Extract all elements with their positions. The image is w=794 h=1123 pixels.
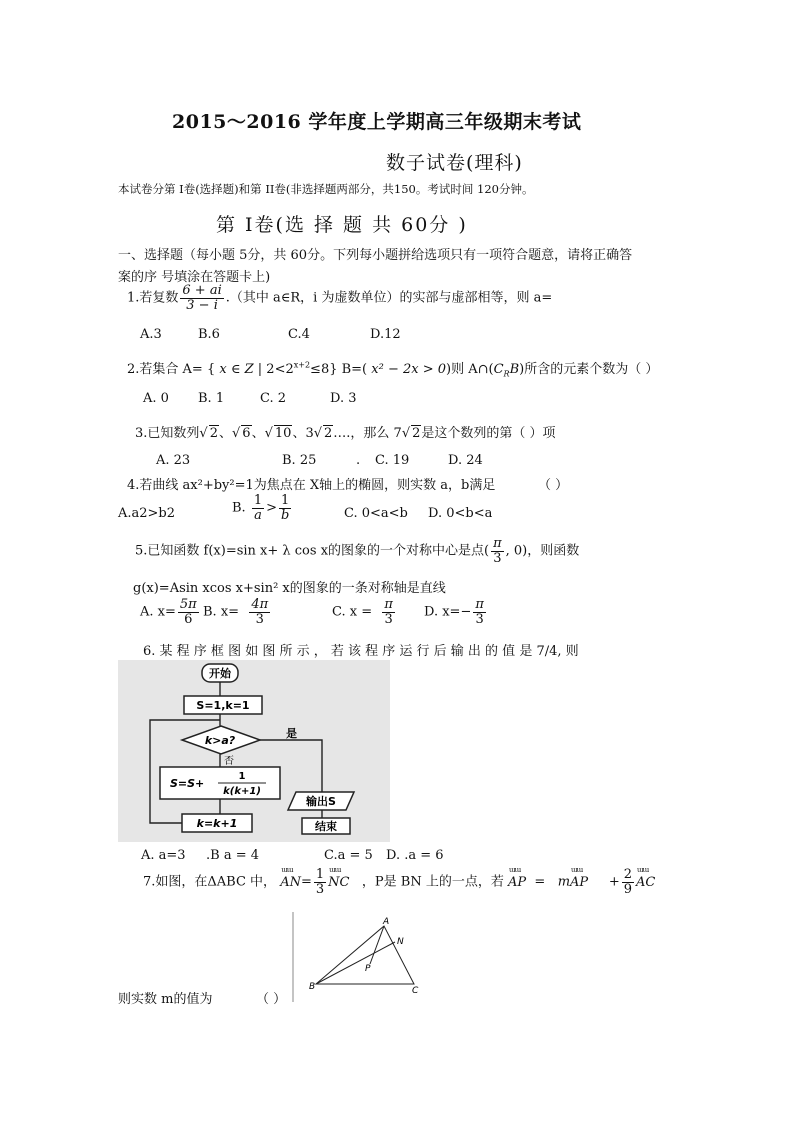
q2-part-h: B [509,362,520,377]
q7-vector-ap-2: ɯɯ AP [570,875,588,890]
q5-line1-pre: 5.已知函数 f(x)=sin x+ λ cos x的图象的一个对称中心是点( [135,543,490,559]
q3-option-a: A. 23 [156,453,191,468]
flow-update-label: S=S+ [170,777,205,790]
q1-option-d: D.12 [370,327,401,342]
q4-paren: （ ） [538,478,569,493]
flow-output-label: 输出S [306,795,336,808]
q7-vector-ap: ɯɯ AP [508,875,526,890]
q7-frac2-num: 2 [623,867,633,882]
section-heading: 第 I卷(选 择 题 共 60分 ) [216,214,468,236]
q2-part-d: ≤8} B=( [310,362,368,377]
flow-start-label: 开始 [209,667,231,680]
q1-fraction [180,284,223,312]
q6-option-a: A. a=3 [141,848,186,863]
q2-part-g: C [493,362,504,377]
q7-vector-ac: ɯɯ AC [636,875,655,890]
q3-option-c: C. 19 [375,453,410,468]
q1-pre: 1.若复数 [127,290,179,306]
q5-d-den: 3 [475,611,484,627]
q5-point-frac [491,537,504,565]
q5-point-den: 3 [493,550,502,566]
q7-frac-num: 1 [315,867,325,882]
flow-update-num: 1 [238,771,246,782]
question-1 [127,284,552,312]
q1-post: .（其中 a∈R，i 为虚数单位）的实部与虚部相等，则 a= [225,290,553,306]
point-c-label: C [412,986,419,996]
q7-triangle-figure [292,912,438,1002]
q5-option-b [203,598,272,626]
q2-part-b: x ∈ Z [219,362,254,377]
flow-end-label: 结束 [315,820,337,833]
question-7 [143,868,655,896]
q5-a-frac [178,598,199,626]
q1-frac-den: 3 − i [186,297,218,313]
q7-paren: （ ） [256,992,287,1007]
q5-d-label: D. x=− [424,604,472,620]
q4-b-d2: b [281,507,290,523]
q4-option-c: C. 0<a<b [344,506,408,521]
flow-no-label: 否 [224,756,234,767]
q5-b-den: 3 [255,611,264,627]
q2-part-f: )则 A∩( [446,362,494,377]
q3-sep-3: 、3 [292,426,314,441]
q3-sqrt-3: 10 [274,426,292,441]
q2-option-c: C. 2 [260,391,287,406]
q4-b-frac-2 [279,494,291,522]
instructions-line-2: 案的序 号填涂在答题卡上) [118,270,271,285]
point-a-label: A [383,917,390,927]
q5-b-label: B. x= [203,604,240,620]
q7-pre: 7.如图，在ΔABC 中， [143,874,277,890]
q5-d-frac [473,598,486,626]
q3-sep-1: 、 [218,426,232,441]
q5-a-num: 5π [179,597,197,612]
q7-frac-den: 3 [315,881,325,897]
q3-sqrt-4: 2 [324,426,333,441]
q5-d-num: π [475,597,484,612]
q7-vector-nc: ɯɯ NC [328,875,349,890]
q4-option-d: D. 0<b<a [428,506,493,521]
question-3: 3.已知数列√ 2、√ 6、√ 10、3√ 2….，那么 7√ 2是这个数列的第（ ）项 [135,426,556,441]
point-n-label: N [397,937,404,947]
q3-sqrt-5: 2 [412,426,421,441]
q2-part-a: 2.若集合 A= { [127,362,216,377]
q5-c-num: π [384,597,393,612]
q5-c-frac [382,598,395,626]
q7-frac-2-9 [622,868,634,896]
q3-pre: 3.已知数列 [135,426,200,441]
q2-option-d: D. 3 [330,391,357,406]
q4-b-frac-1 [252,494,264,522]
q5-option-d [424,598,488,626]
flow-condition-label: k>a? [204,734,236,747]
q3-sqrt-1: 2 [209,426,218,441]
q7-eq-2: = [534,874,546,890]
q3-sep-2: 、 [251,426,265,441]
point-p-label: P [365,964,371,974]
q1-option-b: B.6 [198,327,220,342]
question-5-line-1 [135,537,579,565]
q1-option-c: C.4 [288,327,310,342]
flow-update-den: k(k+1) [223,786,261,797]
q6-option-c: C.a = 5 [324,848,373,863]
q6-flowchart [118,660,390,842]
q3-option-b: B. 25 [282,453,317,468]
q5-b-num: 4π [251,597,269,612]
q5-option-c [332,598,397,626]
exam-subtitle: 数子试卷(理科) [386,152,523,174]
question-2 [127,358,658,379]
triangle-lines [316,926,414,984]
q5-c-label: C. x = [332,604,373,620]
q2-sup: x+2 [293,360,311,370]
q4-option-b [232,494,293,522]
q1-frac-num: 6 + ai [182,283,222,298]
exam-title: 2015～2016 学年度上学期高三年级期末考试 [172,111,582,133]
q5-a-label: A. x= [140,604,176,620]
q7-eq-1: = [300,874,312,890]
q3-option-d: D. 24 [448,453,483,468]
q7-mid: ，P是 BN 上的一点，若 [361,874,504,890]
q4-b-d1: a [254,507,262,523]
flowchart-background [118,660,390,842]
q4-b-label: B. [232,500,246,516]
q4-option-a: A.a2>b2 [118,506,176,521]
q5-a-den: 6 [184,611,193,627]
q7-vector-an: ɯɯ AN [280,875,301,890]
q3-mid: ….，那么 7 [333,426,402,441]
instructions-line-1: 一、选择题（每小题 5分，共 60分。下列每小题拼给选项只有一项符合题意，请将正确答 [118,248,633,263]
q4-b-n2: 1 [281,493,290,508]
q7-frac2-den: 9 [623,881,633,897]
q7-plus: + [608,874,620,890]
q2-part-c: | 2<2 [257,362,294,377]
question-6: 6. 某 程 序 框 图 如 图 所 示 ， 若 该 程 序 运 行 后 输 出 的 值 是 7/4, 则 [143,644,579,659]
q7-m: m [557,874,571,890]
question-5-line-2: g(x)=Asin xcos x+sin² x的图象的一条对称轴是直线 [133,581,446,596]
q3-post: 是这个数列的第（ ）项 [421,426,556,441]
q5-b-frac [249,598,270,626]
q3-option-dot: . [356,453,361,468]
flow-incr-label: k=k+1 [196,817,238,830]
q2-part-e: x² − 2x > 0 [371,362,447,377]
q5-c-den: 3 [384,611,393,627]
q2-sub: R [503,369,510,379]
point-b-label: B [309,982,316,992]
flow-yes-label: 是 [286,727,297,740]
q7-frac-1-3 [314,868,326,896]
q5-line1-post: , 0)，则函数 [505,543,580,559]
exam-intro: 本试卷分第 I卷(选择题)和第 II卷(非选择题两部分，共150。考试时间 120分钟。 [118,182,534,196]
q4-b-gt: > [266,500,278,516]
q5-point-num: π [493,536,502,551]
flow-init-label: S=1,k=1 [196,699,250,712]
q2-option-b: B. 1 [198,391,225,406]
q4-b-n1: 1 [253,493,263,508]
q7-ask: 则实数 m的值为 [118,992,213,1007]
question-4: 4.若曲线 ax²+by²=1为焦点在 X轴上的椭圆，则实数 a，b满足 [127,478,496,493]
q2-part-i: )所含的元素个数为（ ） [519,362,659,377]
q6-option-b: .B a = 4 [206,848,259,863]
q1-option-a: A.3 [140,327,162,342]
q3-sqrt-2: 6 [242,426,251,441]
q5-option-a [140,598,201,626]
q6-option-d: D. .a = 6 [386,848,444,863]
q2-option-a: A. 0 [143,391,169,406]
